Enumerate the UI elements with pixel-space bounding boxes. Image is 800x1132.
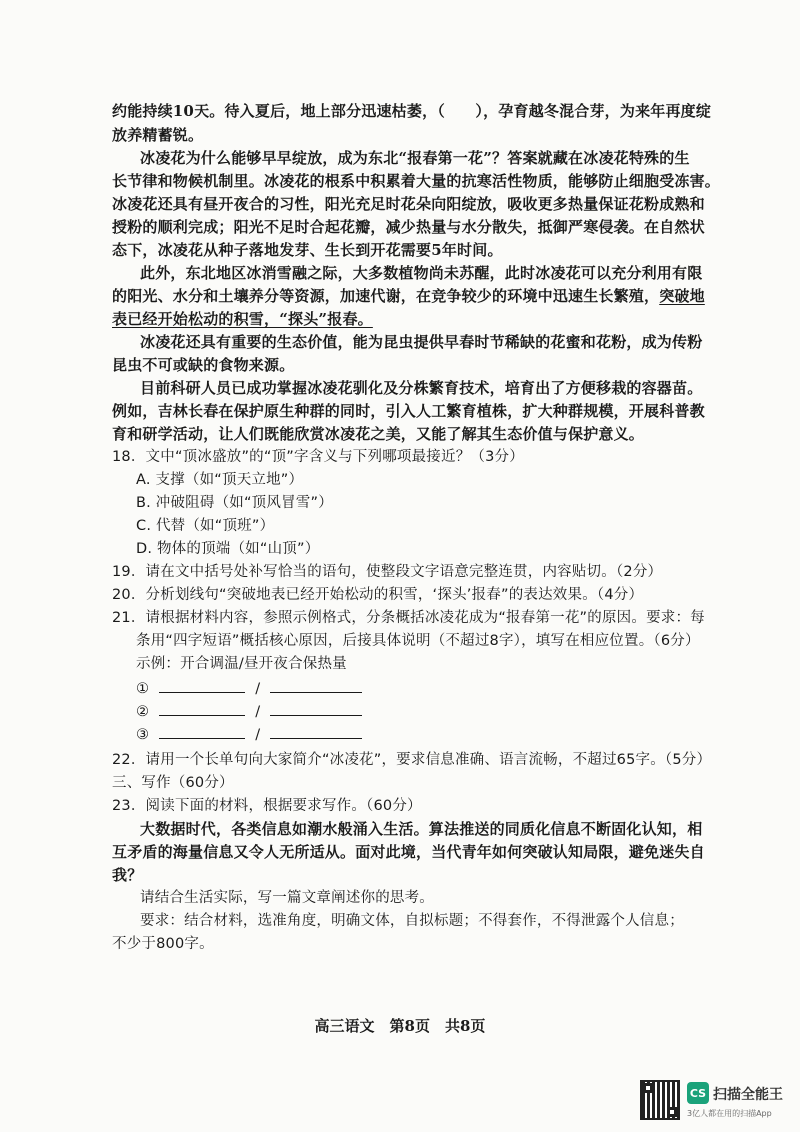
essay-line-1: 大数据时代，各类信息如潮水般涌入生活。算法推送的同质化信息不断固化认知，相 bbox=[140, 820, 703, 838]
q21-slash-3: / bbox=[255, 727, 261, 743]
qr-code-icon bbox=[640, 1080, 680, 1120]
passage-line-9 bbox=[112, 285, 705, 307]
q21-blank-3b[interactable] bbox=[270, 724, 362, 739]
q21-blank-1b[interactable] bbox=[270, 678, 362, 693]
essay-instruction: 请结合生活实际，写一篇文章阐述你的思考。 bbox=[140, 890, 434, 906]
question-20: 20．分析划线句“突破地表已经开始松动的积雪，‘探头’报春”的表达效果。（4分） bbox=[112, 587, 644, 603]
q21-blank-2a[interactable] bbox=[159, 701, 245, 716]
page-footer: 高三语文 第8页 共8页 bbox=[314, 1017, 486, 1035]
question-21-line-2: 条用“四字短语”概括核心原因，后接具体说明（不超过8字），填写在相应位置。（6分） bbox=[136, 633, 700, 649]
passage-line-15: 育和研学活动，让人们既能欣赏冰凌花之美，又能了解其生态价值与保护意义。 bbox=[112, 425, 645, 443]
q21-blank-1a[interactable] bbox=[159, 678, 245, 693]
passage-line-8: 此外，东北地区冰消雪融之际，大多数植物尚未苏醒，此时冰凌花可以充分利用有限 bbox=[140, 264, 703, 282]
passage-line-4: 长节律和物候机制里。冰凌花的根系中积累着大量的抗寒活性物质，能够防止细胞受冻害。 bbox=[112, 172, 721, 190]
q21-answer-row-1 bbox=[136, 678, 726, 700]
q21-answer-row-3 bbox=[136, 724, 726, 746]
question-19: 19．请在文中括号处补写恰当的语句，使整段文字语意完整连贯，内容贴切。（2分） bbox=[112, 564, 663, 580]
q18-option-d: D. 物体的顶端（如“山顶”） bbox=[136, 541, 320, 557]
camscanner-logo-icon: CS bbox=[687, 1082, 709, 1104]
essay-line-3: 我？ bbox=[112, 866, 143, 884]
q21-slash-2: / bbox=[255, 704, 261, 720]
passage-line-3: 冰凌花为什么能够早早绽放，成为东北“报春第一花”？答案就藏在冰凌花特殊的生 bbox=[140, 149, 690, 167]
q18-option-b: B. 冲破阻碍（如“顶风冒雪”） bbox=[136, 495, 333, 511]
question-21-line-1: 21．请根据材料内容，参照示例格式，分条概括冰凌花成为“报春第一花”的原因。要求：每 bbox=[112, 610, 705, 626]
question-22: 22．请用一个长单句向大家简介“冰凌花”，要求信息准确、语言流畅，不超过65字。（5分） bbox=[112, 752, 712, 768]
section-writing-heading: 三、写作（60分） bbox=[112, 775, 234, 791]
q21-mark-2: ② bbox=[136, 704, 150, 720]
passage-line-7: 态下，冰凌花从种子落地发芽、生长到开花需要5年时间。 bbox=[112, 241, 503, 259]
q18-option-c: C. 代替（如“顶班”） bbox=[136, 518, 275, 534]
passage-line-6: 授粉的顺利完成；阳光不足时合起花瓣，减少热量与水分散失，抵御严寒侵袭。在自然状 bbox=[112, 218, 705, 236]
passage-line-14: 例如，吉林长春在保护原生种群的同时，引入人工繁育植株，扩大种群规模，开展科普教 bbox=[112, 402, 705, 420]
q21-answer-row-2 bbox=[136, 701, 726, 723]
q21-mark-3: ③ bbox=[136, 727, 150, 743]
q21-mark-1: ① bbox=[136, 681, 150, 697]
passage-line-1: 约能持续10天。待入夏后，地上部分迅速枯萎，（ ），孕育越冬混合芽，为来年再度绽 bbox=[112, 102, 712, 120]
underlined-sentence-end: 表已经开始松动的积雪，“探头”报春。 bbox=[112, 310, 373, 328]
camscanner-name: 扫描全能王 bbox=[713, 1087, 783, 1103]
passage-line-13: 目前科研人员已成功掌握冰凌花驯化及分株繁育技术，培育出了方便移栽的容器苗。 bbox=[140, 379, 703, 397]
essay-requirements: 要求：结合材料，选准角度，明确文体，自拟标题；不得套作，不得泄露个人信息； bbox=[140, 913, 684, 929]
underlined-sentence-start: 突破地 bbox=[659, 287, 705, 305]
q18-option-a: A. 支撑（如“顶天立地”） bbox=[136, 472, 304, 488]
essay-word-count: 不少于800字。 bbox=[112, 936, 214, 952]
passage-line-12: 昆虫不可或缺的食物来源。 bbox=[112, 356, 295, 374]
question-23: 23．阅读下面的材料，根据要求写作。（60分） bbox=[112, 798, 422, 814]
question-18: 18．文中“顶冰盛放”的“顶”字含义与下列哪项最接近？（3分） bbox=[112, 449, 524, 465]
q21-slash-1: / bbox=[255, 681, 261, 697]
essay-line-2: 互矛盾的海量信息又令人无所适从。面对此境，当代青年如何突破认知局限，避免迷失自 bbox=[112, 843, 705, 861]
camscanner-tagline: 3亿人都在用的扫描App bbox=[687, 1109, 772, 1118]
passage-line-2: 放养精蓄锐。 bbox=[112, 126, 204, 144]
q21-blank-3a[interactable] bbox=[159, 724, 245, 739]
q21-blank-2b[interactable] bbox=[270, 701, 362, 716]
q21-example: 示例：开合调温/昼开夜合保热量 bbox=[136, 656, 347, 672]
passage-line-9-text: 的阳光、水分和土壤养分等资源，加速代谢，在竞争较少的环境中迅速生长繁殖， bbox=[112, 287, 660, 305]
passage-line-11: 冰凌花还具有重要的生态价值，能为昆虫提供早春时节稀缺的花蜜和花粉，成为传粉 bbox=[140, 333, 703, 351]
passage-line-5: 冰凌花还具有昼开夜合的习性，阳光充足时花朵向阳绽放，吸收更多热量保证花粉成熟和 bbox=[112, 195, 705, 213]
